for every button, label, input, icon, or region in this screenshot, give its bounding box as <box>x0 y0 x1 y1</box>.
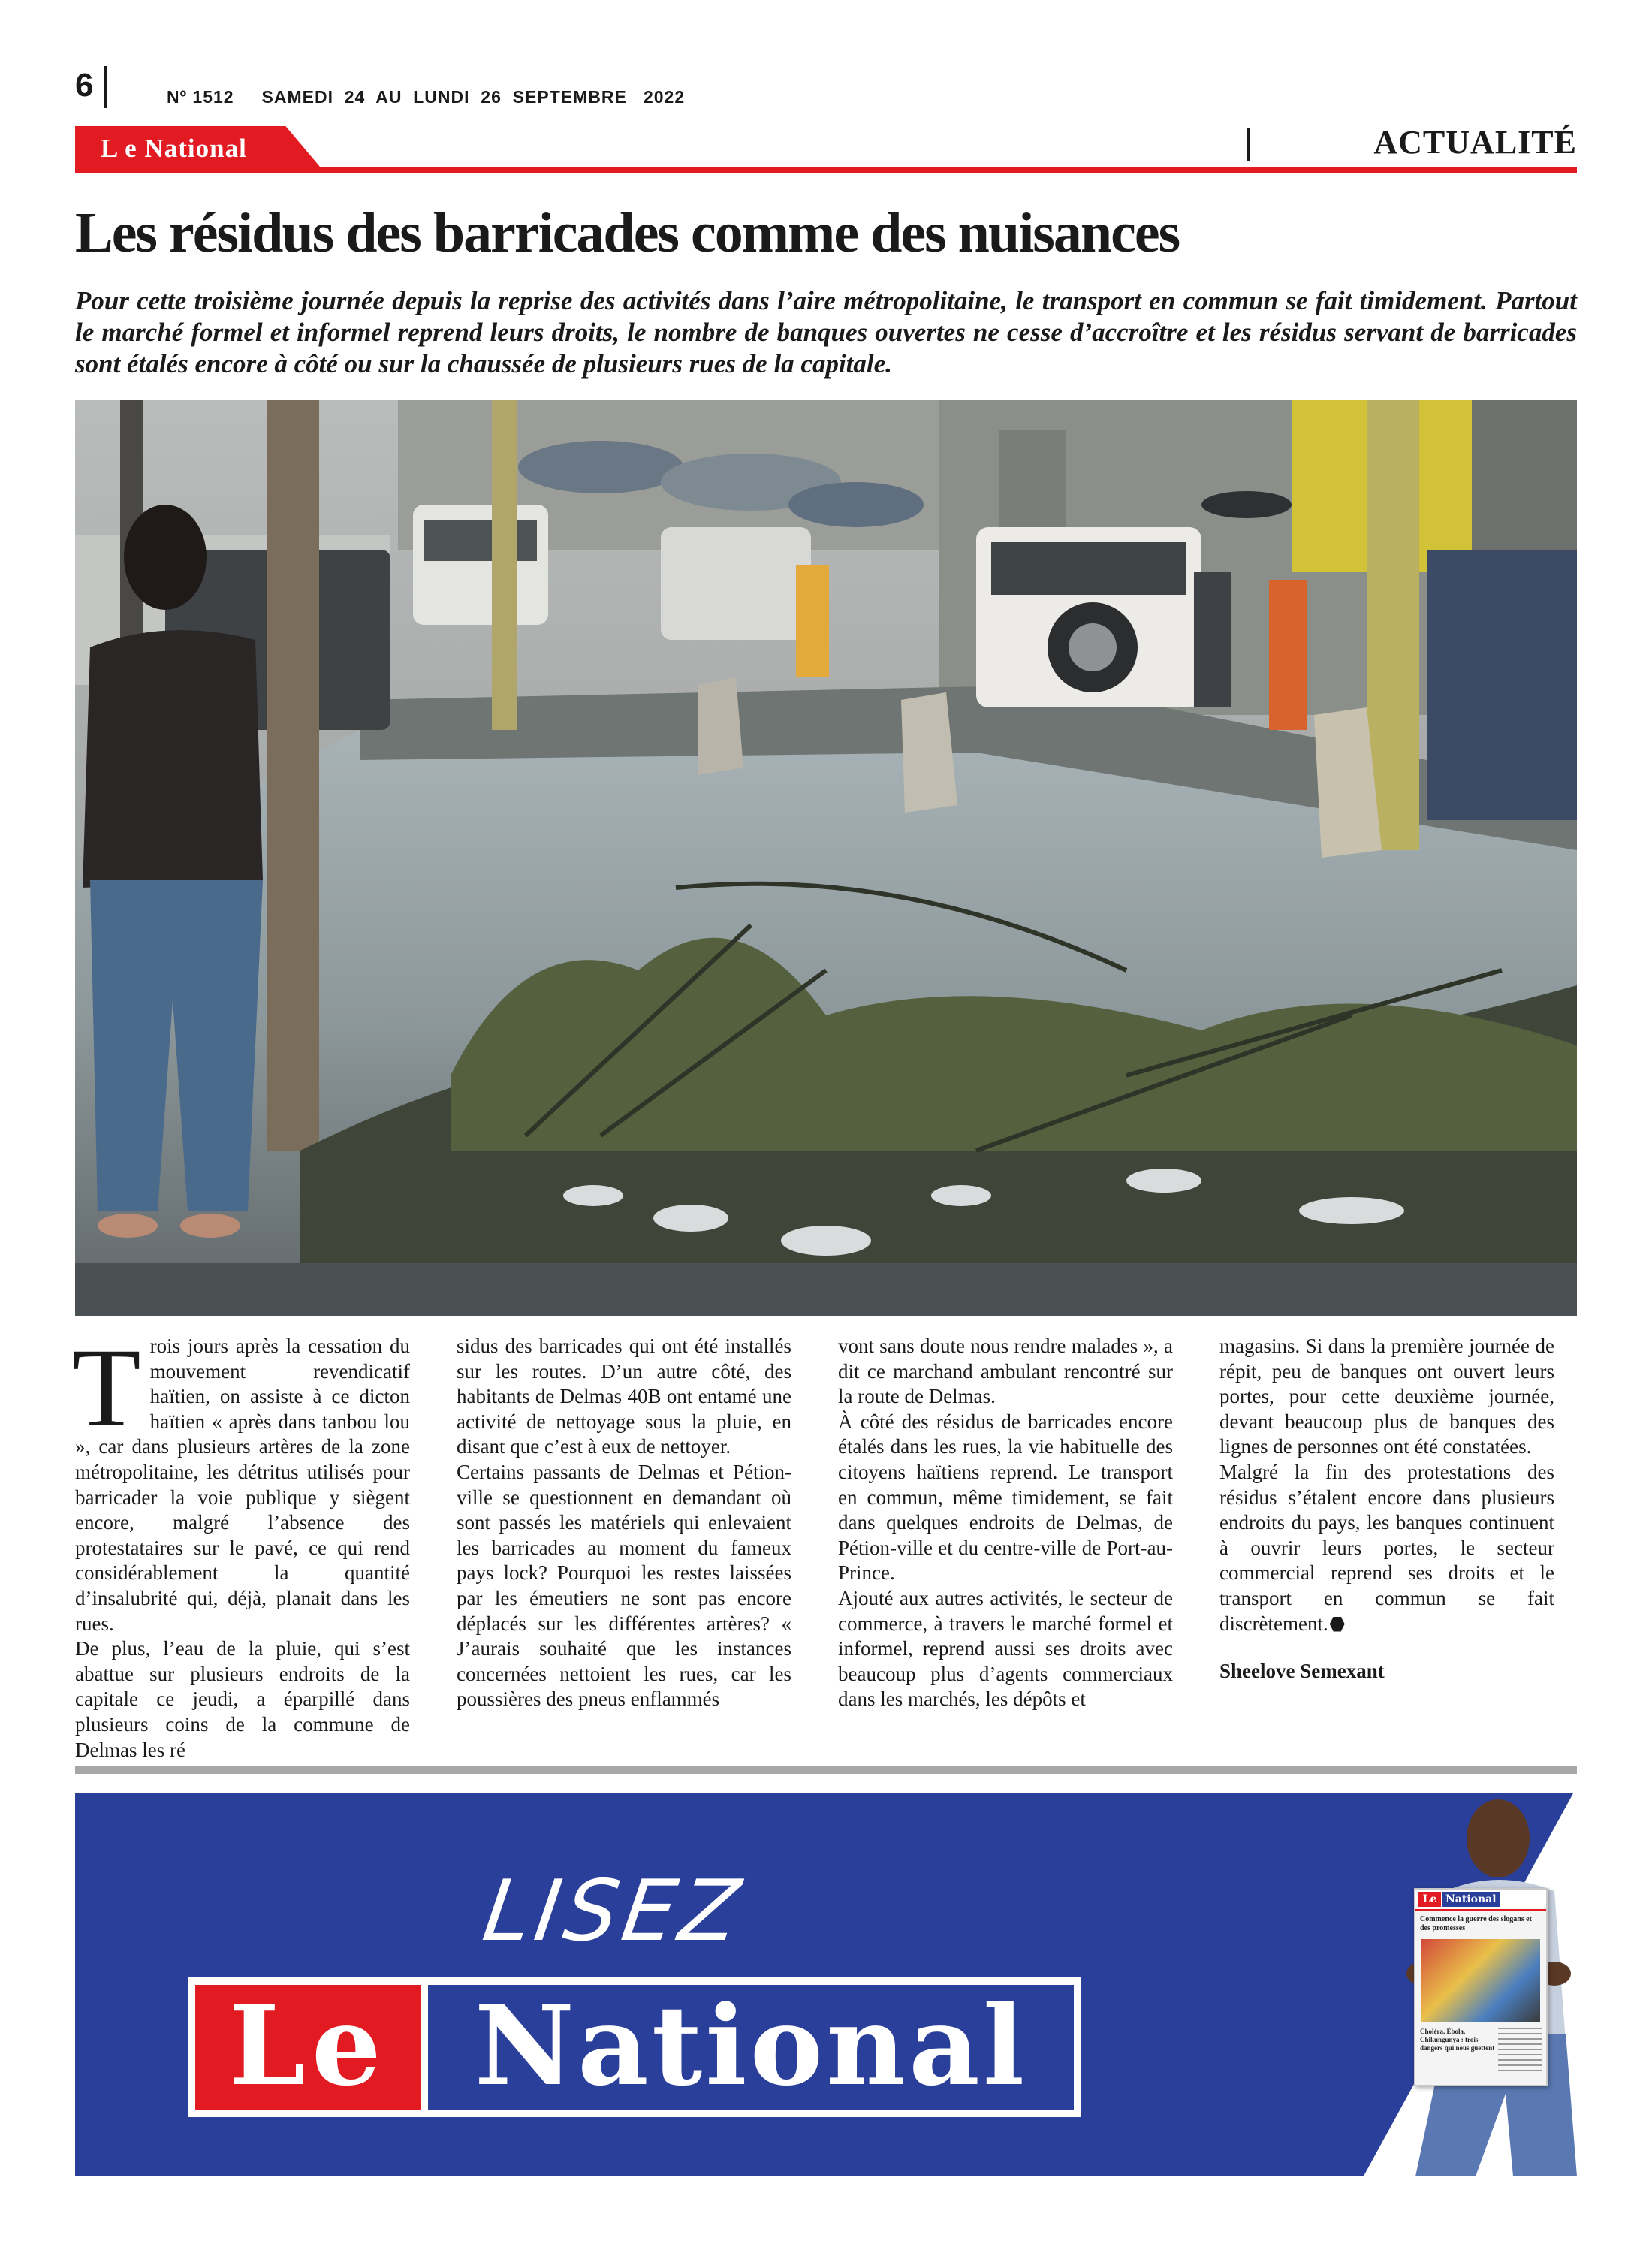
article-column-4 <box>1219 1334 1554 1754</box>
mini-newspaper-national: National <box>1442 1892 1500 1907</box>
end-of-article-icon <box>1330 1617 1345 1632</box>
article-paragraph: vont sans doute nous rendre malades », a dit ce marchand ambulant rencontré sur la route de Delmas. <box>838 1335 1173 1408</box>
ad-tagline: LISEZ <box>477 1862 750 1960</box>
article-column-1 <box>72 1326 410 1761</box>
section-divider <box>1247 128 1250 161</box>
page-number: 6 <box>75 67 94 104</box>
header-red-rule <box>75 167 1577 173</box>
article-paragraph <box>72 1326 410 1636</box>
street-scene-illustration <box>75 400 1577 1316</box>
article-paragraph: Certains passants de Delmas et Pétion-ville se questionnent en demandant où sont passés les matériels qui enlevaient les barricades au moment du fameux pays lock? Pourquoi les restes laissées par les émeutiers ne sont pas encore déplacés sur les différentes artères? « J’aurais souhaité que les instances concernées nettoient les rues, car les poussières des pneus enflammés <box>457 1460 791 1711</box>
drop-cap: T <box>72 1326 141 1450</box>
section-name: ACTUALITÉ <box>1373 124 1577 161</box>
article-byline: Sheelove Semexant <box>1219 1660 1385 1683</box>
mini-newspaper-subhead: Choléra, Ébola, Chikungunya : trois dangers qui nous guettent <box>1420 2028 1495 2052</box>
paragraph-text: Malgré la fin des protestations des résidus s’étalent encore dans plusieurs endroits du pays, les banques continuent à ouvrir leurs portes, le secteur commercial reprend ses droits et le transport en commun se fait discrètement. <box>1219 1460 1554 1635</box>
mini-newspaper-photo <box>1421 1939 1540 2022</box>
ad-logo-national: National <box>474 1982 1028 2110</box>
ad-mini-newspaper <box>1414 1888 1548 2086</box>
newspaper-advertisement <box>75 1793 1577 2176</box>
mini-newspaper-headline: Commence la guerre des slogans et des promesses <box>1420 1915 1532 1932</box>
article-column-3 <box>838 1334 1173 1754</box>
page-number-divider <box>104 66 107 108</box>
article-paragraph: sidus des barricades qui ont été installés sur les routes. D’un autre côté, des habitants de Delmas 40B ont entamé une activité de nettoyage sous la pluie, en disant que c’est à eux de nettoyer. <box>457 1335 791 1458</box>
article-paragraph: Ajouté aux autres activités, le secteur de commerce, à travers le marché formel et informel, reprend aussi ses droits avec beaucoup plus d’agents commerciaux dans les marchés, les dépôts et <box>838 1586 1173 1711</box>
ad-logo-le: Le <box>228 1982 387 2110</box>
article-column-2 <box>457 1334 791 1754</box>
article-paragraph: À côté des résidus de barricades encore étalés dans les rues, la vie habituelle des citoyens haïtiens reprend. Le transport en commun, même timidement, se fait dans quelques endroits de Delmas, de Pétion-ville et du centre-ville de Port-au-Prince. <box>838 1410 1173 1585</box>
section-separator <box>75 1766 1577 1774</box>
article-paragraph: De plus, l’eau de la pluie, qui s’est abattue sur plusieurs endroits de la capitale ce jeudi, a éparpillé dans plusieurs coins de la commune de Delmas les ré <box>75 1637 410 1761</box>
paragraph-text: rois jours après la cessation du mouvement revendicatif haïtien, on assiste à ce dicton haïtien « après dans tanbou lou », car dans plusieurs artères de la zone métropolitaine, les détritus utilisés pour barricader la voie publique y siègent encore, malgré l’absence des protestataires sur le pavé, ce qui rend considérablement la quantité d’insalubrité qui, déjà, planait dans les rues. <box>75 1335 410 1635</box>
article-standfirst: Pour cette troisième journée depuis la reprise des activités dans l’aire métropolitaine, le transport en commun se fait timidement. Partout le marché formel et informel reprend leurs droits, le nombre de banques ouvertes ne cesse d’accroître et les résidus servant de barricades sont étalés encore à côté ou sur la chaussée de plusieurs rues de la capitale. <box>75 286 1577 379</box>
publication-name: L e National <box>101 134 247 163</box>
article-paragraph <box>1219 1460 1554 1636</box>
article-photo <box>75 400 1577 1316</box>
article-paragraph: magasins. Si dans la première journée de répit, peu de banques ont ouvert leurs portes, pour cette deuxième journée, devant beaucoup plus de banques des lignes de personnes ont été constatées. <box>1219 1335 1554 1458</box>
mini-newspaper-le: Le <box>1418 1892 1441 1907</box>
mini-newspaper-text-lines <box>1498 2028 1542 2073</box>
issue-date-line: Nº 1512 SAMEDI 24 AU LUNDI 26 SEPTEMBRE 2022 <box>167 87 686 107</box>
article-headline: Les résidus des barricades comme des nuisances <box>75 201 1180 264</box>
